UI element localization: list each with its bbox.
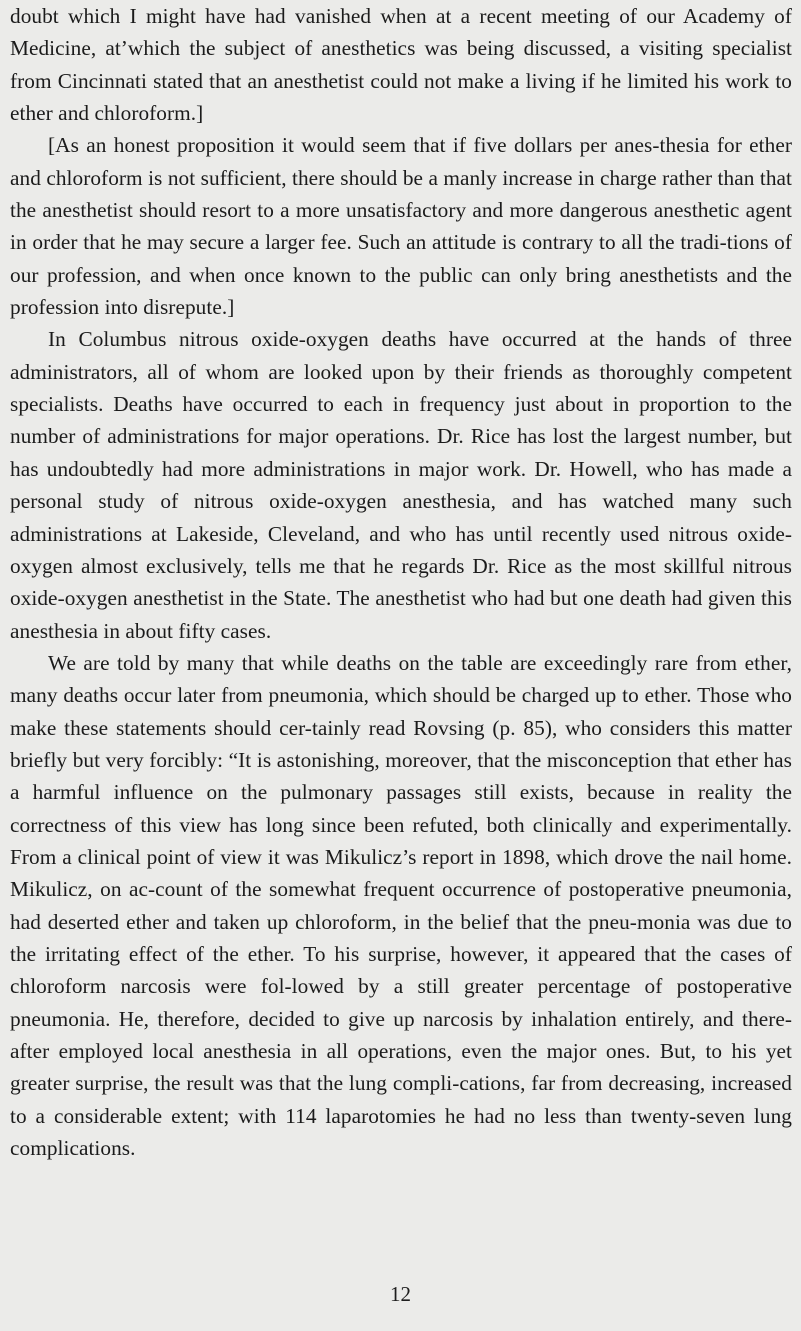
body-text bbox=[10, 0, 792, 1164]
page-number: 12 bbox=[390, 1282, 411, 1306]
paragraph-fee-proposition: [As an honest proposition it would seem that if five dollars per anes-thesia for ether and chloroform is not sufficient, there should be a manly increase in charge rather than that the anesthetist should resort to a more unsatisfactory and more dangerous anesthetic agent in order that he may secure a larger fee. Such an attitude is contrary to all the tradi-tions of our profession, and when once known to the public can only bring anesthetists and the profession into disrepute.] bbox=[10, 133, 792, 320]
paragraph-columbus-deaths: In Columbus nitrous oxide-oxygen deaths have occurred at the hands of three administrators, all of whom are looked upon by their friends as thoroughly competent specialists. Deaths have occurred to each in frequency just about in proportion to the number of administrations for major operations. Dr. Rice has lost the largest number, but has undoubtedly had more administrations in major work. Dr. Howell, who has made a personal study of nitrous oxide-oxygen anesthesia, and has watched many such administrations at Lakeside, Cleveland, and who has until recently used nitrous oxide-oxygen almost exclusively, tells me that he regards Dr. Rice as the most skillful nitrous oxide-oxygen anesthetist in the State. The anesthetist who had but one death had given this anesthesia in about fifty cases. bbox=[10, 327, 792, 643]
paragraph-continued: doubt which I might have had vanished when at a recent meeting of our Academy of Medicine, at’which the subject of anesthetics was being discussed, a visiting specialist from Cincinnati stated that an anesthetist could not make a living if he limited his work to ether and chloroform.] bbox=[10, 4, 792, 126]
paragraph-ether-pneumonia: We are told by many that while deaths on the table are exceedingly rare from ether, many deaths occur later from pneumonia, which should be charged up to ether. Those who make these statements should cer-tainly read Rovsing (p. 85), who considers this matter briefly but very forcibly: “It is astonishing, moreover, that the misconception that ether has a harmful influence on the pulmonary passages still exists, because in reality the correctness of this view has long since been refuted, both clinically and experimentally. From a clinical point of view it was Mikulicz’s report in 1898, which drove the nail home. Mikulicz, on ac-count of the somewhat frequent occurrence of postoperative pneumonia, had deserted ether and taken up chloroform, in the belief that the pneu-monia was due to the irritating effect of the ether. To his surprise, however, it appeared that the cases of chloroform narcosis were fol-lowed by a still greater percentage of postoperative pneumonia. He, therefore, decided to give up narcosis by inhalation entirely, and there-after employed local anesthesia in all operations, even the major ones. But, to his yet greater surprise, the result was that the lung compli-cations, far from decreasing, increased to a considerable extent; with 114 laparotomies he had no less than twenty-seven lung complications. bbox=[10, 650, 792, 1161]
